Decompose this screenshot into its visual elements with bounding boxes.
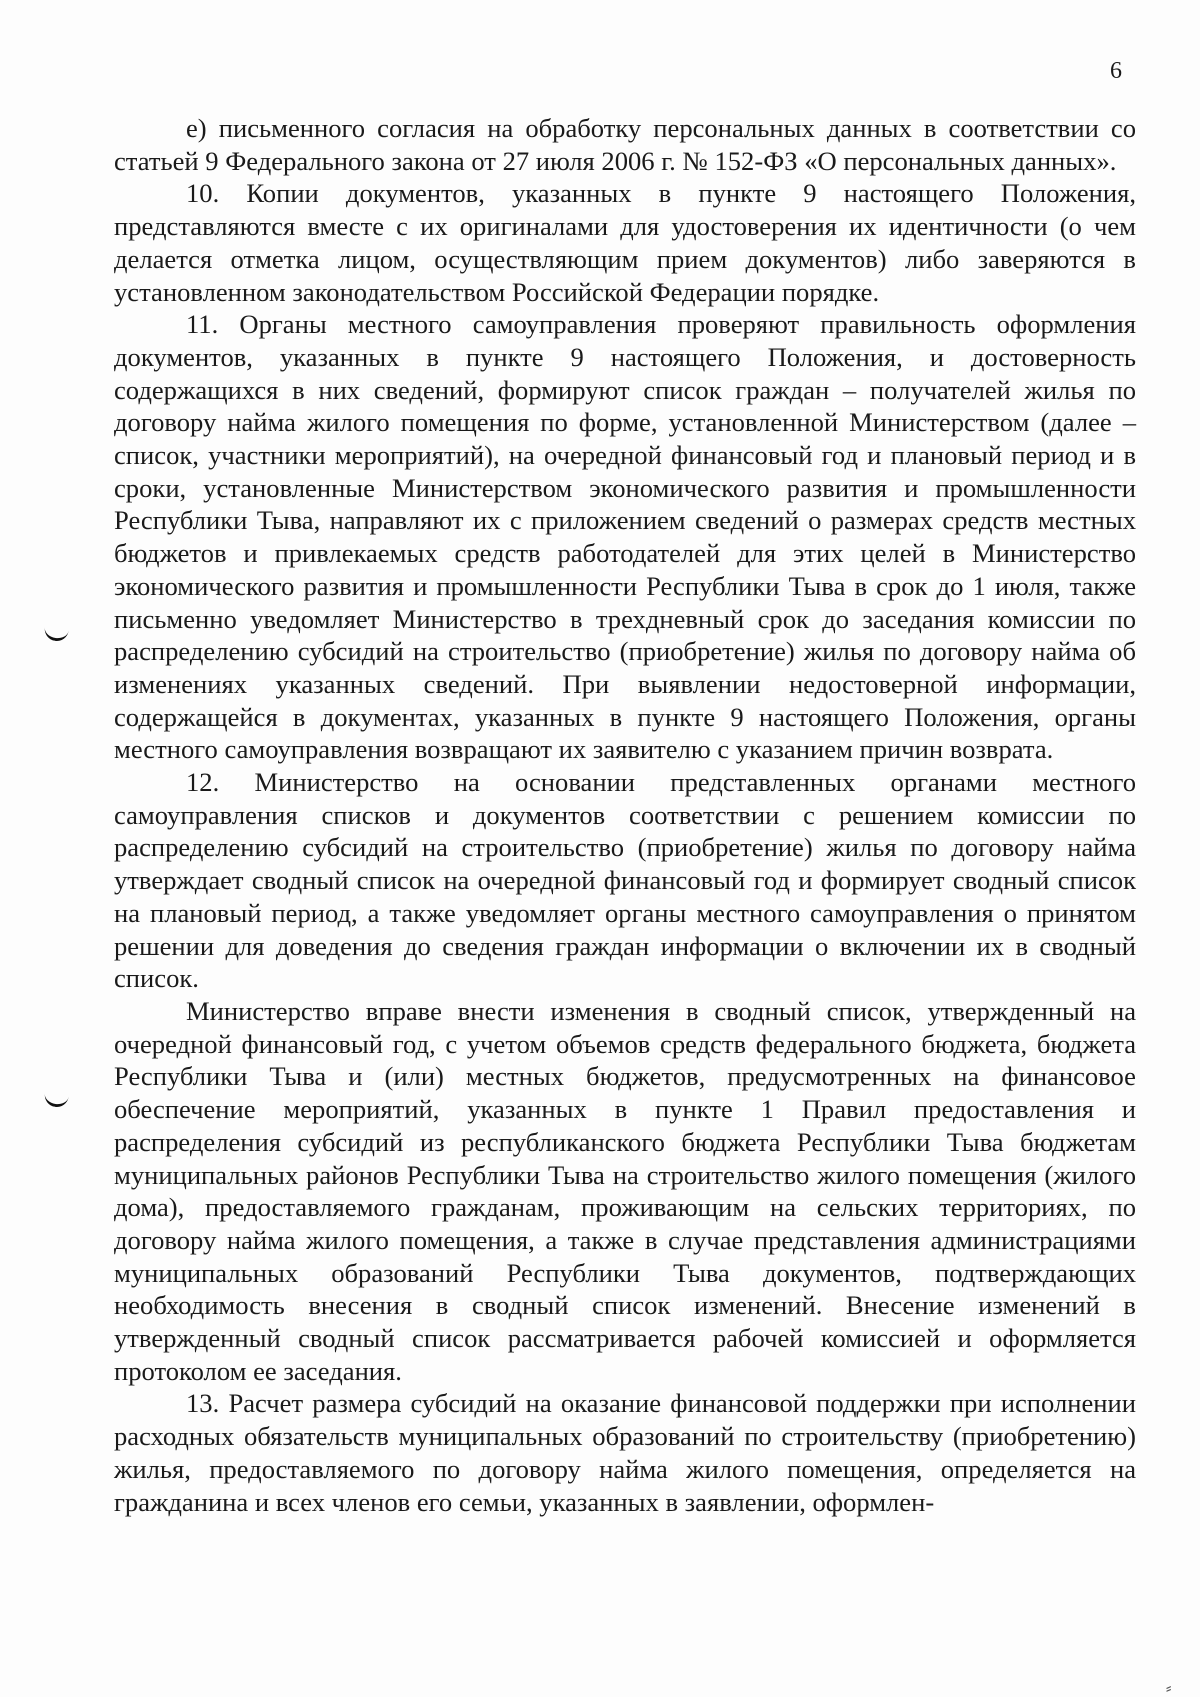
paragraph-10: 10. Копии документов, указанных в пункте 9 настоящего Положения, представляются вместе с их оригиналами для удостоверения их идентичности (о чем делается отметка лицом, осуществляющим прием документов) либо заверяются в установленном законодательством Российской Федерации порядке.: [114, 178, 1136, 307]
corner-scribble-icon: ⸗: [1166, 1678, 1172, 1697]
margin-mark: [43, 1092, 69, 1108]
paragraph-12-amendments: Министерство вправе внести изменения в сводный список, утвержденный на очередной финансовый год, с учетом объемов средств федерального бюджета, бюджета Республики Тыва и (или) местных бюджетов, предусмотренных на финансовое обеспечение мероприятий, указанных в пункте 1 Правил предоставления и распределения субсидий из республиканского бюджета Республики Тыва бюджетам муниципальных районов Республики Тыва на строительство жилого помещения (жилого дома), предоставляемого гражданам, проживающим на сельских территориях, по договору найма жилого помещения, а также в случае представления администрациями муниципальных образований Республики Тыва документов, подтверждающих необходимость внесения в сводный список изменений. Внесение изменений в утвержденный сводный список рассматривается рабочей комиссией и оформляется протоколом ее заседания.: [114, 995, 1136, 1386]
document-body: [114, 112, 1136, 1518]
paragraph-13: 13. Расчет размера субсидий на оказание финансовой поддержки при исполнении расходных обязательств муниципальных образований по строительству (приобретению) жилья, предоставляемого по договору найма жилого помещения, определяется на гражданина и всех членов его семьи, указанных в заявлении, оформлен-: [114, 1388, 1136, 1517]
paragraph-12: 12. Министерство на основании представленных органами местного самоуправления списков и документов соответствии с решением комиссии по распределению субсидий на строительство (приобретение) жилья по договору найма утверждает сводный список на очередной финансовый год и формирует сводный список на плановый период, а также уведомляет органы местного самоуправления о принятом решении для доведения до сведения граждан информации о включении их в сводный список.: [114, 767, 1136, 994]
margin-mark: [43, 626, 69, 642]
paragraph-11: 11. Органы местного самоуправления проверяют правильность оформления документов, указанных в пункте 9 настоящего Положения, и достоверность содержащихся в них сведений, формируют список граждан – получателей жилья по договору найма жилого помещения по форме, установленной Министерством (далее – список, участники мероприятий), на очередной финансовый год и плановый период и в сроки, установленные Министерством экономического развития и промышленности Республики Тыва, направляют их с приложением сведений о размерах средств местных бюджетов и привлекаемых средств работодателей для этих целей в Министерство экономического развития и промышленности Республики Тыва в срок до 1 июля, также письменно уведомляет Министерство в трехдневный срок до заседания комиссии по распределению субсидий на строительство (приобретение) жилья по договору найма об изменениях указанных сведений. При выявлении недостоверной информации, содержащейся в документах, указанных в пункте 9 настоящего Положения, органы местного самоуправления возвращают их заявителю с указанием причин возврата.: [114, 309, 1136, 765]
paragraph-e: е) письменного согласия на обработку персональных данных в соответствии со статьей 9 Федерального закона от 27 июля 2006 г. № 152-ФЗ «О персональных данных».: [114, 113, 1136, 176]
page-number: 6: [1110, 58, 1123, 84]
